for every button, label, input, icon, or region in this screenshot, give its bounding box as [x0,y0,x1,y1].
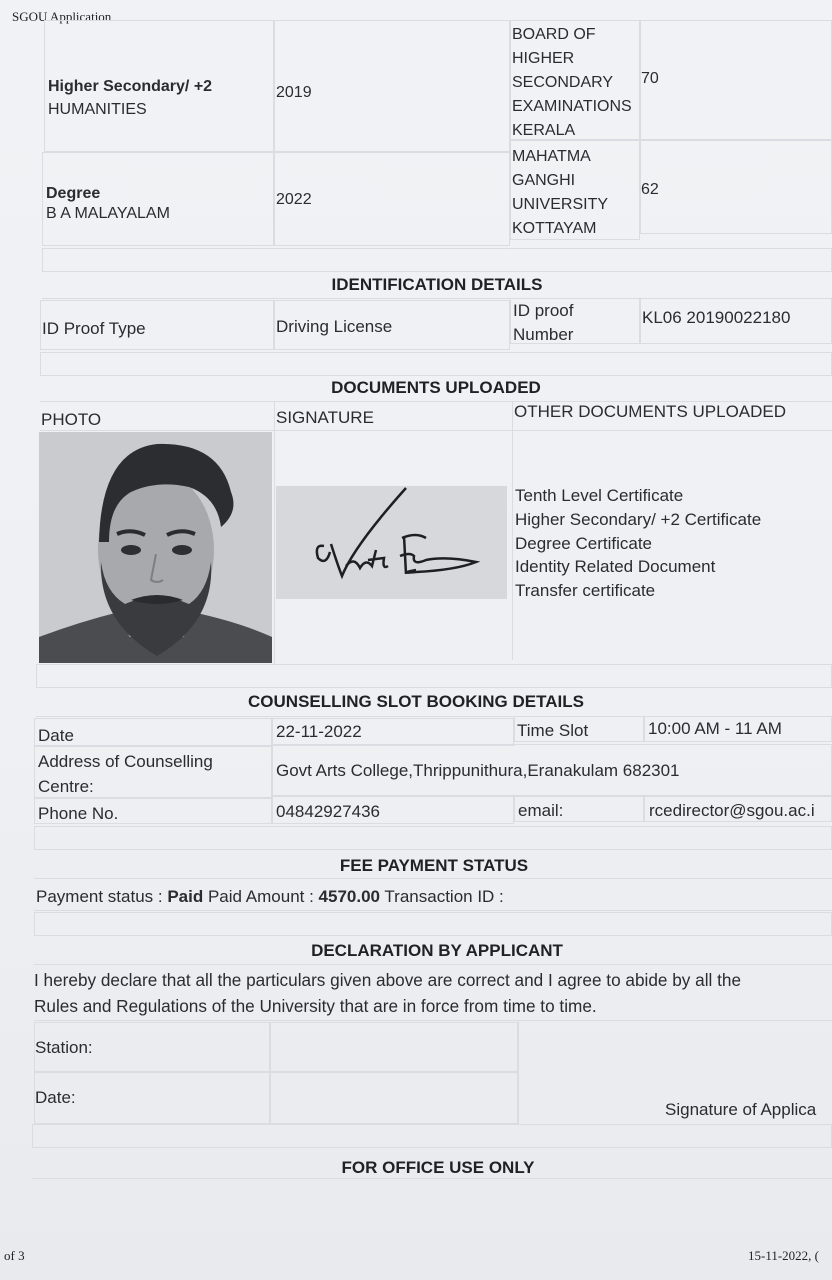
id-number-label: ID proof [513,301,574,320]
qualification-board: BOARD OF HIGHER SECONDARY EXAMINATIONS KERALA [512,26,632,139]
qual-cell [640,140,832,234]
email-label: email: [518,801,564,820]
app-title: SGOU Application [12,9,112,24]
qualification-subject: HUMANITIES [48,101,147,118]
counselling-heading: COUNSELLING SLOT BOOKING DETAILS [248,692,584,711]
documents-heading: DOCUMENTS UPLOADED [331,378,541,397]
other-documents-label: OTHER DOCUMENTS UPLOADED [514,402,787,421]
qualification-year: 2022 [276,191,312,208]
id-type-label: ID Proof Type [42,319,146,338]
phone-value: 04842927436 [276,802,381,821]
signature-label: SIGNATURE [276,408,374,427]
print-date: 15-11-2022, ( [748,1248,820,1263]
identification-heading: IDENTIFICATION DETAILS [331,275,543,294]
applicant-signature [276,486,507,599]
list-item: Degree Certificate [515,533,653,553]
decl-cell [270,1022,518,1072]
divider [32,1178,832,1179]
list-item: Identity Related Document [515,557,716,577]
spacer-row [32,1124,832,1148]
declaration-text-2: Rules and Regulations of the University that are in force from time to time. [34,996,597,1016]
applicant-portrait [39,432,272,663]
date-value: 22-11-2022 [276,722,362,741]
declaration-text: I hereby declare that all the particulars given above are correct and I agree to abide by all the [34,970,742,990]
decl-date-label: Date: [35,1088,76,1107]
qualification-title: Higher Secondary/ +2 [48,78,213,95]
divider [274,402,275,664]
date-label: Date [38,726,74,745]
declaration-heading: DECLARATION BY APPLICANT [311,941,563,960]
page-count: of 3 [4,1248,25,1263]
divider [512,402,513,660]
address-label-2: Centre: [38,777,94,796]
id-type-value: Driving License [276,317,393,336]
signature-scribble [276,486,507,599]
qualification-title: Degree [46,185,101,202]
qualification-year: 2019 [276,84,312,101]
divider [34,910,832,911]
spacer-row [40,352,832,376]
divider [518,1020,519,1124]
applicant-photo [39,432,272,663]
fee-heading: FEE PAYMENT STATUS [339,856,529,875]
time-slot-value: 10:00 AM - 11 AM [648,719,782,738]
id-number-value: KL06 20190022180 [642,308,791,327]
other-documents-list [515,484,761,603]
decl-cell [270,1072,518,1124]
divider [40,430,832,431]
address-value: Govt Arts College,Thrippunithura,Eranakulam 682301 [276,761,680,780]
divider [34,964,832,965]
qualification-subject: B A MALAYALAM [46,205,170,222]
spacer-row [42,248,832,272]
qual-cell [640,20,832,140]
phone-label: Phone No. [38,804,119,823]
email-value: rcedirector@sgou.ac.i [649,801,815,820]
id-number-label-2: Number [513,325,574,344]
list-item: Tenth Level Certificate [515,486,684,505]
list-item: Higher Secondary/ +2 Certificate [515,509,762,529]
spacer-row [34,826,832,850]
time-slot-label: Time Slot [517,721,589,740]
qualification-marks: 62 [641,181,659,198]
spacer-row [36,664,832,688]
payment-status-line: Payment status : Paid Paid Amount : 4570.00 Transaction ID : [36,887,504,906]
divider [34,1020,832,1021]
photo-label: PHOTO [41,410,102,429]
station-label: Station: [35,1038,93,1057]
qualification-board: MAHATMA GANGHI UNIVERSITY KOTTAYAM [512,148,609,237]
address-label: Address of Counselling [38,752,213,771]
divider [34,878,832,879]
office-use-heading: FOR OFFICE USE ONLY [341,1158,535,1177]
list-item: Transfer certificate [515,581,656,601]
spacer-row [34,912,832,936]
qualification-marks: 70 [641,70,659,87]
applicant-signature-label: Signature of Applica [665,1100,817,1119]
